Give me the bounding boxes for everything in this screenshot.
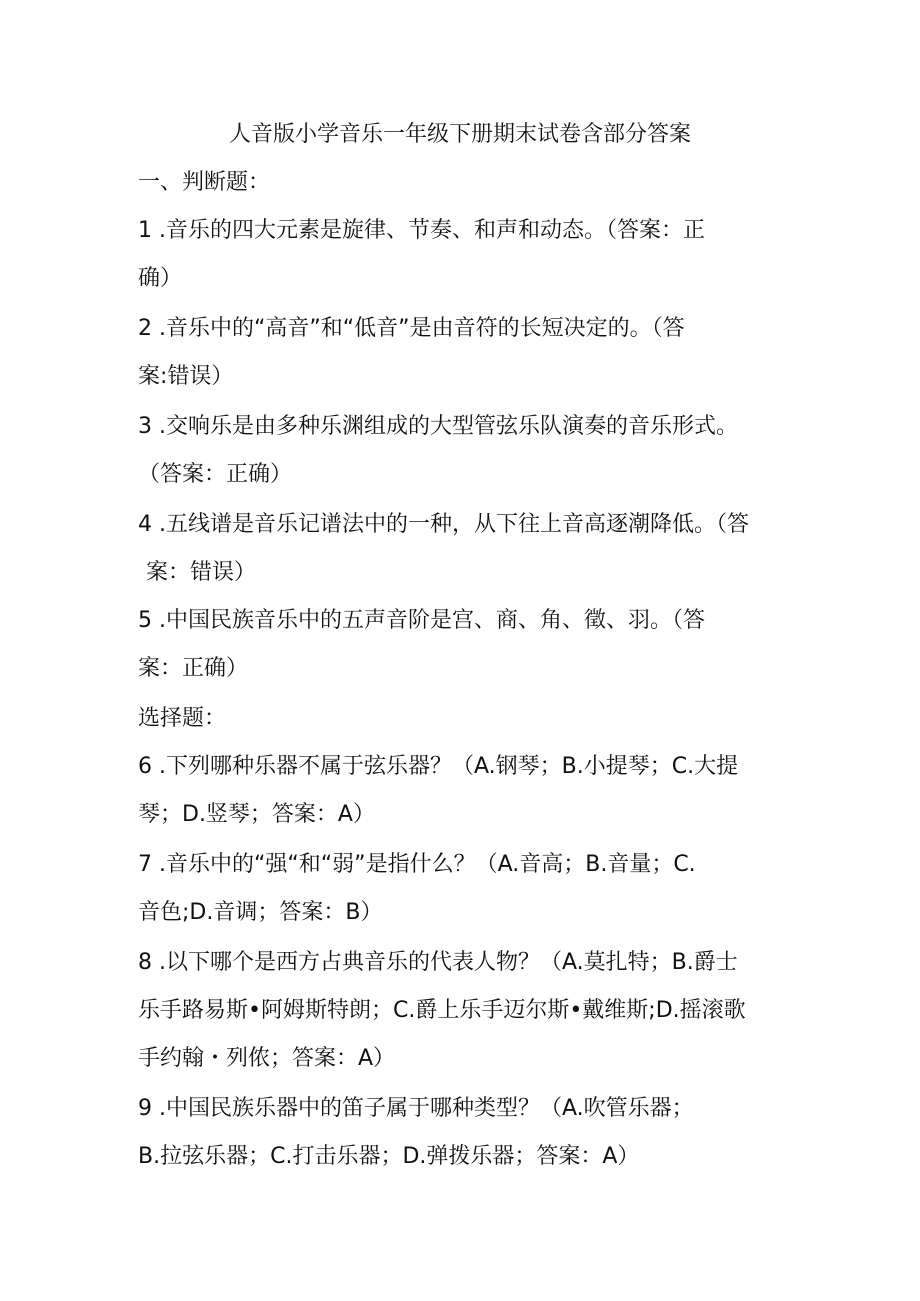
question-5-line-2: 案：正确）: [138, 656, 249, 681]
question-9-line-1: 9 .中国民族乐器中的笛子属于哪种类型？（A.吹管乐器；: [138, 1096, 694, 1121]
question-9-line-2: B.拉弦乐器；C.打击乐器；D.弹拨乐器；答案：A）: [138, 1144, 640, 1169]
question-1-line-2: 确）: [138, 266, 183, 291]
question-8-line-2: 乐手路易斯•阿姆斯特朗；C.爵上乐手迈尔斯•戴维斯;D.摇滚歌: [138, 998, 746, 1023]
question-8-line-1: 8 .以下哪个是西方占典音乐的代表人物？（A.莫扎特；B.爵士: [138, 950, 738, 975]
document-title: 人音版小学音乐一年级下册期末试卷含部分答案: [228, 122, 691, 147]
question-7-line-1: 7 .音乐中的“强“和“弱”是指什么？（A.音高；B.音量；C.: [138, 852, 696, 877]
question-2-line-1: 2 .音乐中的“高音”和“低音”是由音符的长短决定的。（答: [138, 316, 685, 341]
question-6-line-2: 琴；D.竖琴；答案：A）: [138, 802, 375, 827]
question-5-line-1: 5 .中国民族音乐中的五声音阶是宫、商、角、徵、羽。（答: [138, 608, 705, 633]
question-8-line-3: 手约翰・列侬；答案：A）: [138, 1046, 396, 1071]
question-4-line-2: 案：错误）: [146, 560, 257, 585]
question-4-line-1: 4 .五线谱是音乐记谱法中的一种，从下往上音高逐潮降低。（答: [138, 512, 749, 537]
question-3-line-1: 3 .交响乐是由多种乐渊组成的大型管弦乐队演奏的音乐形式。: [138, 414, 738, 439]
section-heading-true-false: 一、判断题：: [138, 170, 271, 195]
section-heading-multiple-choice: 选择题：: [138, 706, 227, 731]
question-7-line-2: 音色;D.音调；答案：B）: [138, 900, 383, 925]
question-1-line-1: 1 .音乐的四大元素是旋律、节奏、和声和动态。（答案：正: [138, 218, 705, 243]
question-3-line-2: （答案：正确）: [138, 462, 293, 487]
question-6-line-1: 6 .下列哪种乐器不属于弦乐器？（A.钢琴；B.小提琴；C.大提: [138, 754, 739, 779]
question-2-line-2: 案:错误）: [138, 364, 234, 389]
